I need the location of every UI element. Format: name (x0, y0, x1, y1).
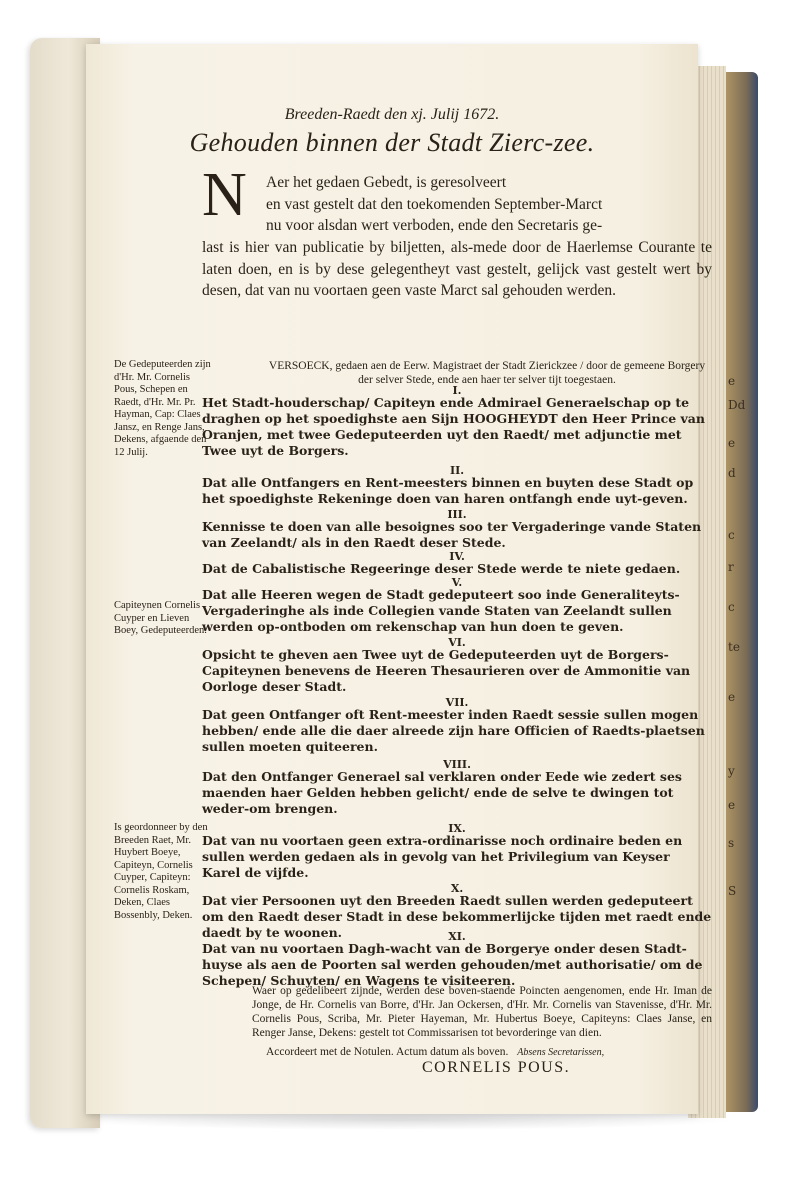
edge-mark: Dd (728, 398, 746, 412)
edge-mark: e (728, 436, 736, 450)
article-text: Dat de Cabalistische Regeeringe deser Stede werde te niete gedaen. (202, 561, 681, 576)
edge-mark: d (728, 466, 736, 480)
article-number: IV. (449, 550, 465, 563)
accord-line (266, 1046, 712, 1058)
article-text: Het Stadt-houderschap/ Capiteyn ende Admirael Generaelschap op te draghen op het spoedighste aen Sijn HOOGHEYDT den Heer Prince van Oranjen, met twee Gedeputeerden uyt den Raedt/ met adjunctie met Twee uyt de Borgers. (202, 395, 705, 458)
closing-paragraph: Waer op gedelibeert zijnde, werden dese boven-staende Poincten aengenomen, ende Hr. Iman de Jonge, de Hr. Cornelis van Borre, d'Hr. Jan Ockersen, d'Hr. Mr. Cornelis van Stavenisse, d'Hr. Mr. Cornelis Pous, Scriba, Mr. Pieter Hayeman, Mr. Hubertus Boeye, Capiteyns: Claes Janse, en Renger Janse, Dekens: gestelt tot Commissarisen tot bevorderinge van dien. (252, 985, 712, 1039)
edge-mark: s (728, 836, 735, 850)
article-text: Dat den Ontfanger Generael sal verklaren onder Eede wie zedert ses maenden haer Gelden hebben gelicht/ ende de selve te dwingen tot weder-om brengen. (202, 769, 682, 816)
margin-note: De Gedeputeerden zijn d'Hr. Mr. Cornelis Pous, Schepen en Raedt, d'Hr. Mr. Pr. Hayman, Cap: Claes Jansz, en Renge Jans, Dekens, afgaende den 12 Julij. (114, 359, 211, 458)
article-number: VIII. (443, 758, 471, 771)
article-text: Dat van nu voortaen geen extra-ordinarisse noch ordinaire beden en sullen werden gedaen als in gevolg van het Privilegium van Keyser Karel de vijfde. (202, 833, 683, 880)
intro-line: Aer het gedaen Gebedt, is geresolveert (266, 174, 507, 191)
intro-paragraph-head (266, 172, 712, 237)
edge-mark: e (728, 798, 736, 812)
article-text: Opsicht te gheven aen Twee uyt de Gedeputeerden uyt de Borgers-Capiteynen benevens de Heeren Thesaurieren over de Ammonitie van Oorloge deser Stadt. (202, 647, 691, 694)
intro-paragraph-body: last is hier van publicatie by biljetten, als-mede door de Haerlemse Courante te laten doen, en is by dese gelegentheyt vast gestelt, gelijck vast gestelt wert by desen, dat van nu voortaen geen vaste Marct sal gehouden werden. (202, 239, 712, 299)
article-number: XI. (448, 930, 466, 943)
article-text: Dat van nu voortaen Dagh-wacht van de Borgerye onder desen Stadt-huyse als aen de Poorten sal werden gehouden/met authorisatie/ om de Schepen/ Schuyten/ en Wagens te visiteeren. (202, 941, 703, 988)
edge-mark: te (728, 640, 740, 654)
drop-cap: N (202, 161, 247, 229)
accord-text: Accordeert met de Notulen. Actum datum als boven. (266, 1046, 509, 1058)
article-number: II. (449, 464, 465, 477)
article-number: V. (451, 576, 463, 589)
dateline: Breeden-Raedt den xj. Julij 1672. (284, 106, 500, 123)
article-number: III. (447, 508, 467, 521)
margin-note: Is geordonneer by den Breeden Raet, Mr. Huybert Boeye, Capiteyn, Cornelis Cuyper, Capiteyn: Cornelis Roskam, Deken, Claes Bossenbly, Deken. (114, 822, 208, 921)
article-text: Kennisse te doen van alle besoignes soo ter Vergaderinge vande Staten van Zeelandt/ als in den Raedt deser Stede. (202, 519, 702, 550)
intro-line: en vast gestelt dat den toekomenden September-Marct (266, 195, 603, 213)
edge-mark: e (728, 690, 736, 704)
page-title: Gehouden binnen der Stadt Zierc-zee. (189, 128, 595, 157)
edge-mark: r (728, 560, 734, 574)
edge-mark: e (728, 374, 736, 388)
article-text: Dat alle Heeren wegen de Stadt gedeputeert soo inde Generaliteyts-Vergaderinghe als inde Collegien vande Staten van Zeelandt sullen werden op-ontboden om rekenschap van hun doen te geven. (202, 587, 680, 634)
article-text: Dat alle Ontfangers en Rent-meesters binnen en buyten dese Stadt op het spoedighste Rekeninge doen van haren ontfangh ende uyt-geven. (202, 475, 694, 506)
article-number: VII. (445, 696, 469, 709)
intro-line: nu voor alsdan wert verboden, ende den Secretaris ge- (266, 217, 603, 234)
edge-mark: c (728, 600, 735, 614)
signature: CORNELIS POUS. (422, 1059, 571, 1076)
edge-mark: y (728, 764, 735, 778)
article-text: Dat geen Ontfanger oft Rent-meester inden Raedt sessie sullen mogen hebben/ ende alle die daer alreede zijn hare Officien of Raedts-plaetsen sullen moeten quiteeren. (202, 707, 705, 754)
article-number: VI. (448, 636, 466, 649)
article-text: Dat vier Persoonen uyt den Breeden Raedt sullen werden gedeputeert om den Raedt deser Stadt in dese bekommerlijcke tijden met raedt ende daedt by te woonen. (202, 893, 712, 940)
article-number: I. (452, 384, 462, 397)
article-number: IX. (448, 822, 466, 835)
margin-note: Capiteynen Cornelis Cuyper en Lieven Boey, Gedeputeerden. (114, 600, 207, 636)
absens-note: Absens Secretarissen, (517, 1047, 605, 1058)
document-page (86, 44, 712, 1114)
edge-mark: c (728, 528, 735, 542)
edge-mark: S (728, 884, 737, 898)
article-number: X. (450, 882, 464, 895)
request-heading: VERSOECK, gedaen aen de Eerw. Magistraet der Stadt Zierickzee / door de gemeene Borgery der selver Stede, ende aen haer ter selver tijt toegestaen. (268, 360, 706, 386)
